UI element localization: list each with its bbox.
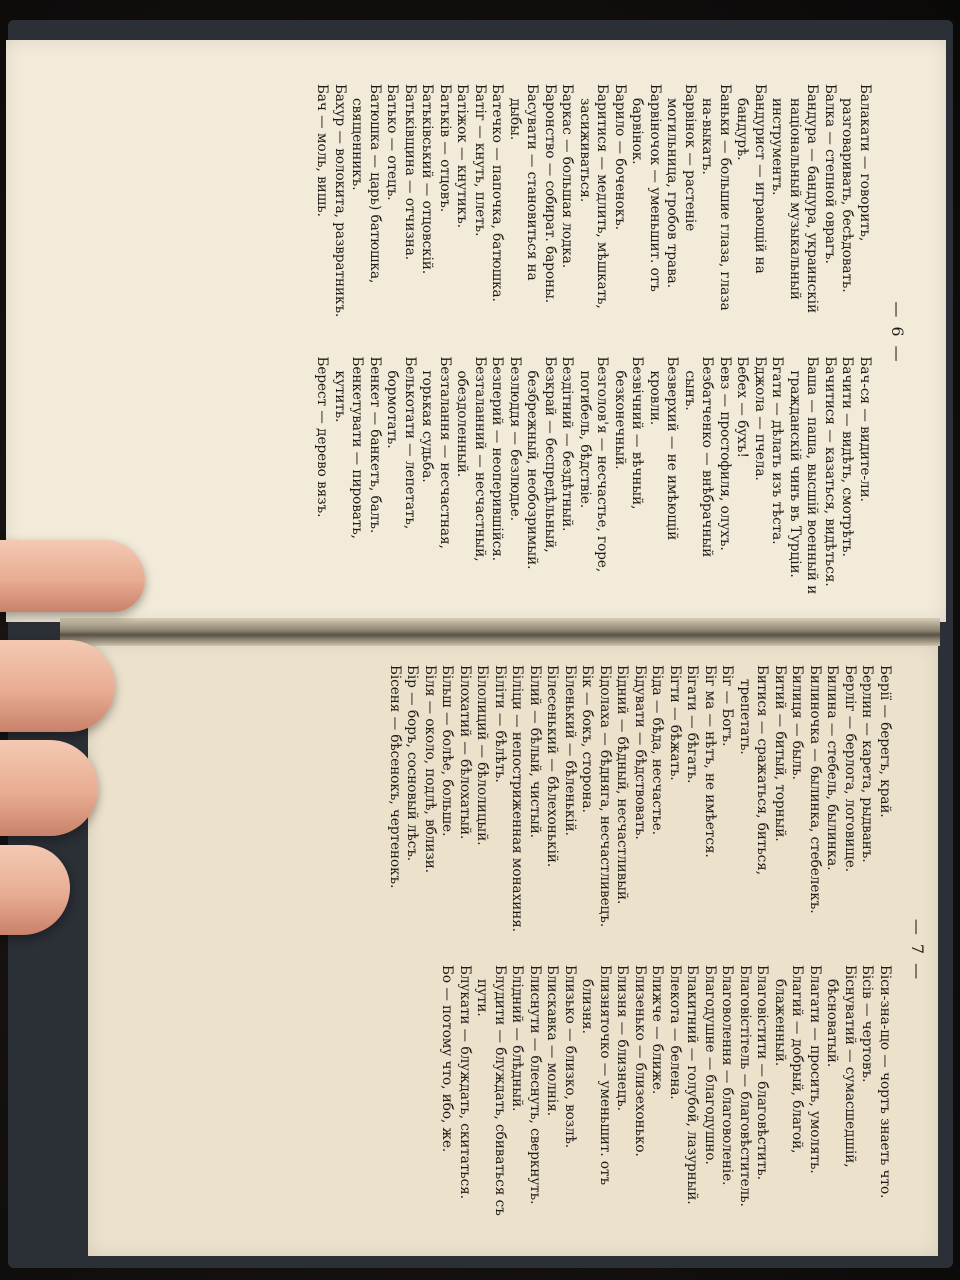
dictionary-entry: Баша — паша, высшій военный и гражданскій чинъ въ Турціи. (787, 356, 821, 595)
dictionary-entry: Безголов'я — несчастье, горе, погибель, бѣдствіе. (577, 356, 611, 573)
dictionary-entry: Біленький — бѣленькій. (562, 665, 578, 836)
dictionary-entry: Баронство — собират. бароны. (542, 84, 558, 304)
dictionary-entry: Близенько — близехонько. (632, 965, 648, 1157)
dictionary-entry: Блекота — белена. (667, 965, 683, 1100)
dictionary-entry: Бандура — бандура, украинскій національный музыкальный инструментъ. (769, 84, 821, 314)
page-7-column-a (95, 655, 905, 949)
dictionary-entry: Батюшка — царь) батюшка, священникъ. (349, 84, 383, 284)
dictionary-entry: Баркас — большая лодка. (559, 84, 576, 269)
dictionary-entry: Блакитний — голубой, лазурный. (684, 965, 701, 1205)
dictionary-entry: Бачити — видѣть, смотрѣть. (839, 356, 856, 557)
dictionary-entry: Блискавка — молнія. (544, 965, 561, 1117)
page-6-column-b (25, 343, 885, 606)
dictionary-entry: Безкрай — беспредѣльный, безбрежный, необозримый. (524, 356, 558, 570)
dictionary-entry: Білолиций — бѣлолицый. (474, 665, 491, 846)
dictionary-entry: Бенкет — банкетъ, балъ. (367, 356, 383, 534)
dictionary-entry: Баритися — медлить, мѣшкать, засиживаться. (577, 84, 611, 309)
book-spine-gutter (60, 618, 940, 646)
dictionary-entry: Барвіночок — уменьшит. отъ барвінок. (629, 84, 663, 292)
dictionary-entry: Безталання — несчастная, горькая судьба. (419, 356, 453, 549)
dictionary-entry: Бачитися — казаться, видѣться. (822, 356, 838, 587)
dictionary-entry: Біля — около, подлѣ, вблизи. (422, 665, 438, 874)
dictionary-entry: Білохатий — бѣлохатый. (457, 665, 473, 840)
dictionary-entry: Ближче — ближе. (649, 965, 666, 1095)
dictionary-entry: Битися — сражаться, биться, трепетать. (737, 665, 771, 876)
dictionary-entry: Близняточко — уменьшит. отъ близня. (579, 965, 613, 1186)
finger-2 (0, 640, 115, 732)
dictionary-entry: Білесенький — бѣлехонькій. (544, 665, 561, 868)
dictionary-entry: Бідолаха — бѣдняга, несчастливецъ. (597, 665, 613, 928)
dictionary-entry: Берлин — карета, рыдванъ. (859, 665, 876, 863)
dictionary-entry: Батьківщина — отчизна. (402, 84, 418, 261)
dictionary-entry: Барвінок — растеніе могильница, гробов трава. (664, 84, 698, 289)
dictionary-entry: Безвічний — вѣчный, безконечный. (612, 356, 646, 510)
dictionary-entry: Балка — степной оврагъ. (822, 84, 838, 264)
dictionary-entry: Берії — берегъ, край. (877, 665, 893, 818)
dictionary-entry: Благий — добрый, благой, блаженный. (772, 965, 806, 1154)
page-7-text (90, 655, 935, 1245)
page-6-column-a (25, 60, 885, 343)
dictionary-entry: Благодушне — благодушно. (702, 965, 718, 1165)
dictionary-entry: Батіжок — кнутикъ. (454, 84, 471, 228)
dictionary-entry: Безбатченко — внѣбрачный сынъ. (682, 356, 716, 558)
dictionary-entry: Більш — болѣе, больше. (439, 665, 456, 837)
dictionary-entry: Бач — моль, вишь. (314, 84, 331, 217)
dictionary-entry: Бахур — волокита, развратникъ. (332, 84, 348, 318)
dictionary-entry: Бігти — бѣжать. (667, 665, 683, 781)
dictionary-entry: Басувати — становиться на дыбы. (507, 84, 541, 281)
finger-1 (0, 540, 145, 612)
dictionary-entry: Бік — бокъ, сторона. (579, 665, 596, 813)
dictionary-entry: Близько — близко, возлѣ. (562, 965, 578, 1149)
dictionary-entry: Бебех — бухъ! (734, 356, 751, 458)
dictionary-entry: Біда — бѣда, несчастье. (649, 665, 666, 836)
dictionary-entry: Біліти — бѣлѣть. (492, 665, 508, 783)
finger-3 (0, 740, 98, 836)
page-number-7: — 7 — (908, 918, 927, 982)
dictionary-entry: Батьківський — отцовскій. (419, 84, 436, 275)
dictionary-entry: Благовістити — благовѣстить. (754, 965, 771, 1181)
dictionary-entry: Баньки — большие глаза, глаза на-выкатъ. (699, 84, 733, 311)
dictionary-entry: Біліци — непостриженная монахиня. (509, 665, 526, 933)
dictionary-entry: Битий — битый, торный. (772, 665, 788, 842)
dictionary-entry: Бездітний — бездѣтный. (559, 356, 576, 532)
dictionary-entry: Блідний — блѣдный. (509, 965, 526, 1112)
dictionary-entry: Бідний — бѣдный, несчастливый. (614, 665, 631, 905)
dictionary-entry: Бір — боръ, сосновый лѣсъ. (404, 665, 421, 862)
dictionary-entry: Бджола — пчела. (752, 356, 768, 481)
dictionary-entry: Благоволення — благоволеніе. (719, 965, 736, 1186)
dictionary-entry: Белькотати — лепетать, бормотать. (384, 356, 418, 530)
dictionary-entry: Блудити — блуждать, сбиваться съ пути. (474, 965, 508, 1216)
dictionary-entry: Блиснути — блеснуть, сверкнуть. (527, 965, 543, 1205)
dictionary-entry: Бігати — бѣгать. (684, 665, 701, 784)
dictionary-entry: Билина — стебель, былинка. (824, 665, 841, 871)
dictionary-entry: Батько — отецъ. (384, 84, 401, 201)
dictionary-entry: Барило — боченокъ. (612, 84, 628, 231)
dictionary-entry: Бевз — простофиля, олухъ. (717, 356, 733, 551)
dictionary-entry: Біг ма — нѣтъ, не имѣется. (702, 665, 718, 858)
page-number-6: — 6 — (888, 301, 907, 364)
page-6-text (25, 60, 915, 605)
dictionary-entry: Бандурист — играющій на бандурѣ. (734, 84, 768, 274)
dictionary-entry: Бідувати — бѣдствовать. (632, 665, 648, 840)
dictionary-entry: Біснуватий — сумасшедшій, бѣсноватый. (824, 965, 858, 1168)
dictionary-entry: Билиночка — былинка, стебелекъ. (807, 665, 823, 914)
dictionary-entry: Бісеня — бѣсенокъ, чертенокъ. (387, 665, 403, 889)
dictionary-entry: Благовістітель — благовѣститель. (737, 965, 753, 1207)
dictionary-entry: Батечко — папочка, батюшка. (489, 84, 506, 302)
dictionary-entry: Безверхий — не имѣющій кровли. (647, 356, 681, 541)
page-7-column-b (95, 949, 905, 1245)
dictionary-entry: Батьків — отцовъ. (437, 84, 453, 213)
dictionary-entry: Безлюддя — безлюдье. (507, 356, 523, 522)
dictionary-entry: Безперий — неоперившійся. (489, 356, 506, 562)
dictionary-entry: Бенкетувати — пировать, кутить. (332, 356, 366, 539)
dictionary-entry: Балакати — говорить, разговаривать, бесѣдовать. (839, 84, 873, 293)
dictionary-entry: Билиця — быль. (789, 665, 806, 780)
dictionary-entry: Батіг — кнуть, плеть. (472, 84, 488, 237)
dictionary-entry: Берліг — берлога, логовище. (842, 665, 858, 873)
dictionary-entry: Безталанний — несчастный, обездоленный. (454, 356, 488, 562)
dictionary-entry: Білий — бѣлый, чистый. (527, 665, 543, 839)
dictionary-entry: Бач-ся — видите-ли. (857, 356, 873, 502)
dictionary-entry: Біг — Богъ. (719, 665, 736, 747)
dictionary-entry: Бгати — дѣлать изъ тѣста. (769, 356, 786, 545)
dictionary-entry: Близня — близнецъ. (614, 965, 631, 1112)
dictionary-entry: Берест — дерево вязъ. (314, 356, 331, 518)
dictionary-entry: Біси-зна-що — чортъ знаеть что. (877, 965, 893, 1199)
dictionary-entry: Благати — просить, умолять. (807, 965, 823, 1174)
dictionary-entry: Бо — потому что, ибо, же. (439, 965, 456, 1153)
dictionary-entry: Блукати — блуждать, скитаться. (457, 965, 473, 1200)
dictionary-entry: Бісів — чертовъ. (859, 965, 876, 1083)
